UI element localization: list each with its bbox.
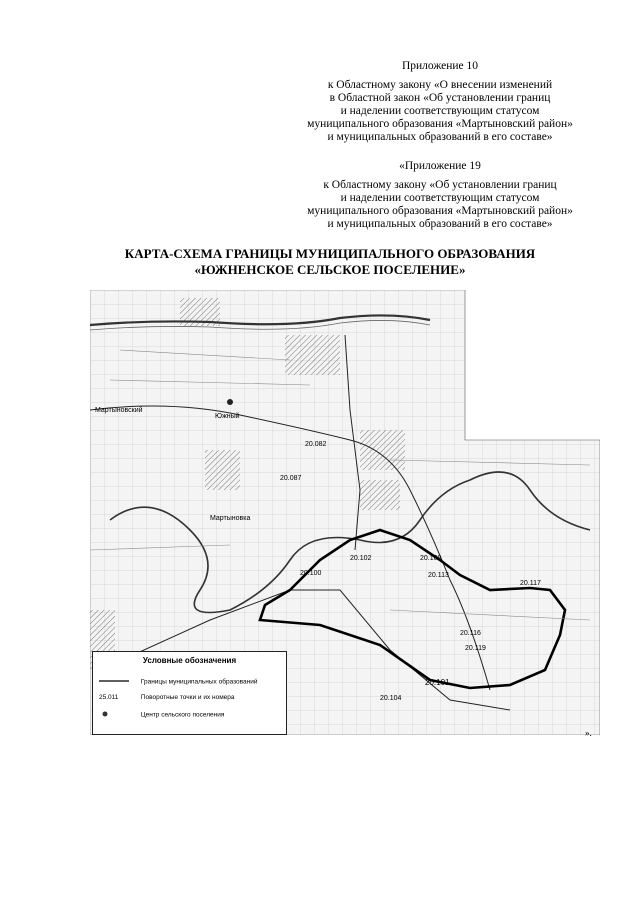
legend-label: Границы муниципальных образований <box>140 678 258 686</box>
place-label: Южный <box>215 413 240 420</box>
turning-point-label: 20.119 <box>465 645 486 652</box>
settlement-area <box>360 430 405 470</box>
legend-item-boundary <box>99 678 257 686</box>
legend-item-center <box>99 710 224 720</box>
turning-point-label: 20.104 <box>380 695 402 702</box>
turning-point-label: 20.082 <box>305 441 327 448</box>
appendix-10-line: и муниципальных образований в его составе» <box>327 131 553 143</box>
turning-point-label: 20.101 <box>425 678 450 687</box>
turning-point-label: 20.117 <box>520 580 541 587</box>
boundary-line-icon <box>99 678 139 686</box>
settlement-area <box>205 450 240 490</box>
turning-point-label: 20.087 <box>280 475 302 482</box>
appendix-19-header <box>270 160 610 231</box>
legend-label: Центр сельского поселения <box>140 711 225 719</box>
place-label: Мартыновский <box>95 407 143 414</box>
turning-point-label: 20.109 <box>420 555 442 562</box>
turning-point-label: 20.102 <box>350 555 372 562</box>
appendix-10-line: и наделении соответствующим статусом <box>340 105 540 117</box>
map-title <box>60 246 600 278</box>
settlement-area <box>360 480 400 510</box>
map-legend <box>92 651 287 735</box>
legend-item-points <box>99 694 235 701</box>
appendix-10-line: в Областной закон «Об установлении границ <box>329 92 551 104</box>
turning-point-label: 20.116 <box>460 630 481 637</box>
legend-title: Условные обозначения <box>142 656 237 665</box>
place-label: Мартыновка <box>210 515 251 522</box>
appendix-10-line: к Областному закону «О внесении изменений <box>327 79 553 91</box>
turning-point-sample: 25.011 <box>99 694 119 701</box>
map-title-line-2: «ЮЖНЕНСКОЕ СЕЛЬСКОЕ ПОСЕЛЕНИЕ» <box>194 262 466 277</box>
appendix-19-line: к Областному закону «Об установлении границ <box>323 179 557 191</box>
settlement-center-icon <box>99 710 139 720</box>
appendix-10-header <box>270 60 610 144</box>
appendix-19-line: и наделении соответствующим статусом <box>340 192 540 204</box>
settlement-center-dot <box>227 399 233 405</box>
appendix-19-line: и муниципальных образований в его составе» <box>327 218 553 230</box>
settlement-area <box>285 335 340 375</box>
map-title-line-1: КАРТА-СХЕМА ГРАНИЦЫ МУНИЦИПАЛЬНОГО ОБРАЗОВАНИЯ <box>124 246 536 261</box>
appendix-19-line: муниципального образования «Мартыновский район» <box>307 205 573 217</box>
turning-point-label: 20.113 <box>428 572 449 579</box>
legend-label: Поворотные точки и их номера <box>140 694 235 702</box>
appendix-19-number: «Приложение 19 <box>399 160 481 172</box>
appendix-10-line: муниципального образования «Мартыновский район» <box>307 118 573 130</box>
turning-point-label: 20.100 <box>300 570 322 577</box>
appendix-10-number: Приложение 10 <box>401 60 479 72</box>
closing-mark: ». <box>585 728 592 738</box>
